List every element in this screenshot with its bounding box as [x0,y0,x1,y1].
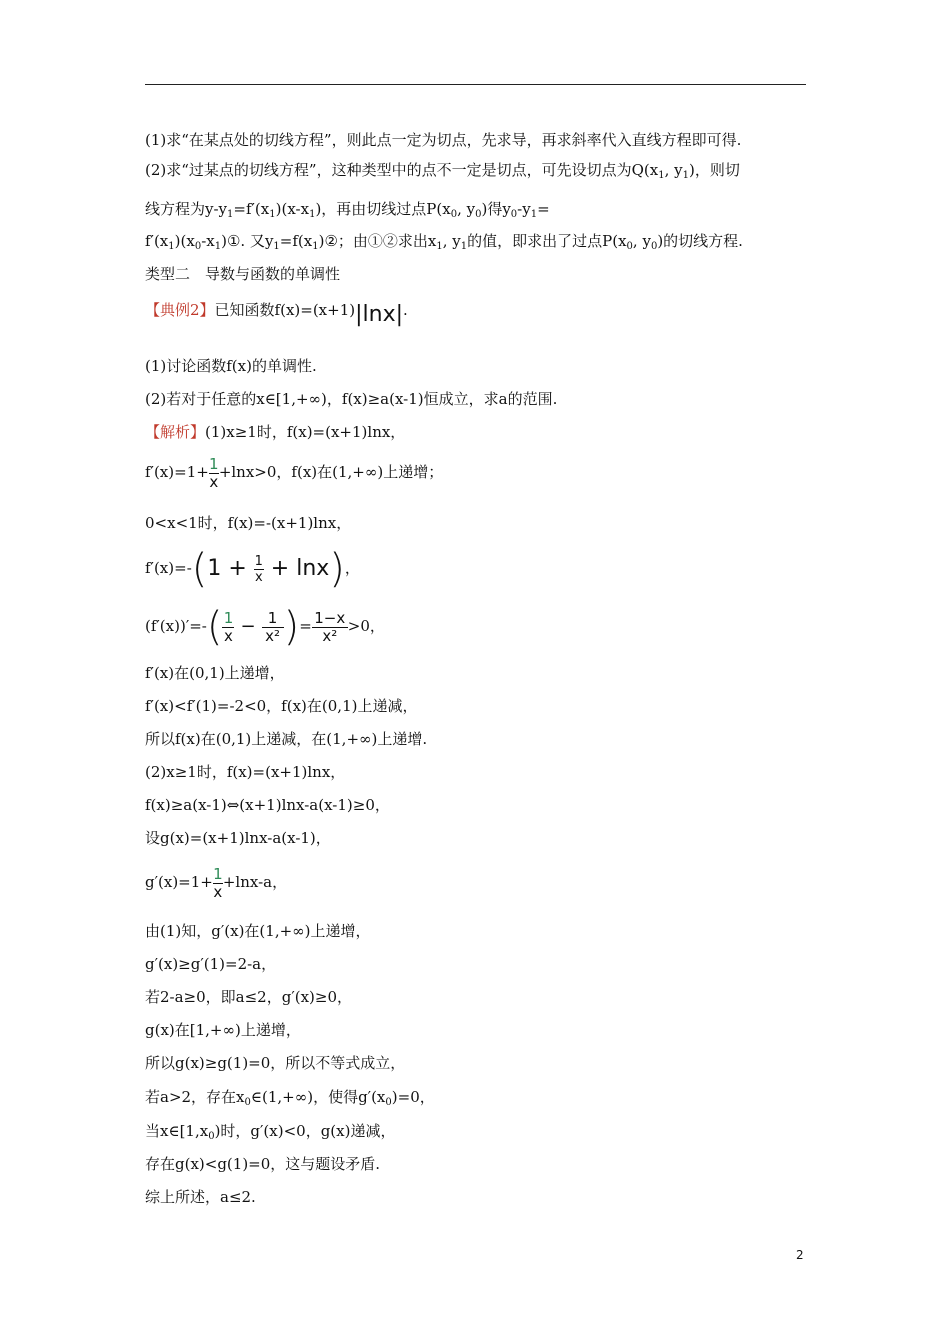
page-number: 2 [796,1248,804,1262]
text-line: f(x)≥a(x-1)⇔(x+1)lnx-a(x-1)≥0， [145,796,390,814]
text-line: 所以f(x)在(0,1)上递减，在(1,+∞)上递增. [145,730,428,748]
text-line: g′(x)≥g′(1)=2-a， [145,955,277,973]
solution-tag: 【解析】 [145,423,206,441]
text-line: (1)讨论函数f(x)的单调性. [145,357,317,375]
text-line: $f'(x_1)(x_0-x_1)①$. 又$y_1=f(x_1)②$；由①②求出$x_1$, $y_1$的值，即求出了过点$P(x_0$, $y_0$)的切线方程. [145,232,743,252]
text-line: (2)求“过某点的切线方程”，这种类型中的点不一定是切点，可先设切点为$Q(x_1$, $y_1$)，则切 [145,161,740,181]
text-line: f′(x)=-(1 + $\frac{1}{x}$ + lnx)， [145,546,360,592]
text-line: (2)若对于任意的x∈[1,+∞)，f(x)≥a(x-1)恒成立，求a的范围. [145,390,558,408]
text-line: 若2-a≥0，即a≤2，g′(x)≥0， [145,988,353,1006]
text-line: 若a>2，存在$x_0\in(1,+\infty)$，使得$g'(x_0)=0$， [145,1088,435,1108]
text-line: 设g(x)=(x+1)lnx-a(x-1)， [145,829,331,847]
text-line: 综上所述，a≤2. [145,1188,256,1206]
text-line: f′(x)<f′(1)=-2<0，f(x)在(0,1)上递减， [145,697,418,715]
text-line: (2)x≥1时，f(x)=(x+1)lnx， [145,763,346,781]
text-line: 线方程为$y-y_1=f'(x_1)(x-x_1)$，再由切线过点$P(x_0$, $y_0$)得$y_0-y_1=$ [145,200,550,220]
text-line: f′(x)在(0,1)上递增， [145,664,285,682]
text-line: (f′(x))′=-( $\frac{1}{x}$ − $\frac{1}{\text{x²}}$ )= $\frac{1-x}{\text{x²}}$ >0， [145,604,385,650]
text-line: (1)求“在某点处的切线方程”，则此点一定为切点，先求导，再求斜率代入直线方程即可得. [145,131,742,149]
text-line: 由(1)知，g′(x)在(1,+∞)上递增， [145,922,371,940]
text-line: 当$x\in[1,x_0)$时，g′(x)<0，g(x)递减， [145,1122,396,1142]
text-line: 0<x<1时，f(x)=-(x+1)lnx， [145,514,352,532]
text-line: 【解析】(1)x≥1时，f(x)=(x+1)lnx， [145,423,406,441]
section-heading: 类型二 导数与函数的单调性 [145,265,341,283]
text-line: f′(x)=1+ $\frac{1}{x}$ +lnx>0，f(x)在(1,+∞)上递增； [145,454,444,491]
example-statement: 【典例2】已知函数f(x)=(x+1)|lnx|. [145,301,408,327]
header-rule [145,84,806,85]
text-line: 所以g(x)≥g(1)=0，所以不等式成立， [145,1054,406,1072]
text-line: 存在g(x)<g(1)=0，这与题设矛盾. [145,1155,381,1173]
text-line: g′(x)=1+ $\frac{1}{x}$ +lnx-a， [145,864,288,901]
text-line: g(x)在[1,+∞)上递增， [145,1021,301,1039]
example-tag: 【典例2】 [145,301,215,319]
